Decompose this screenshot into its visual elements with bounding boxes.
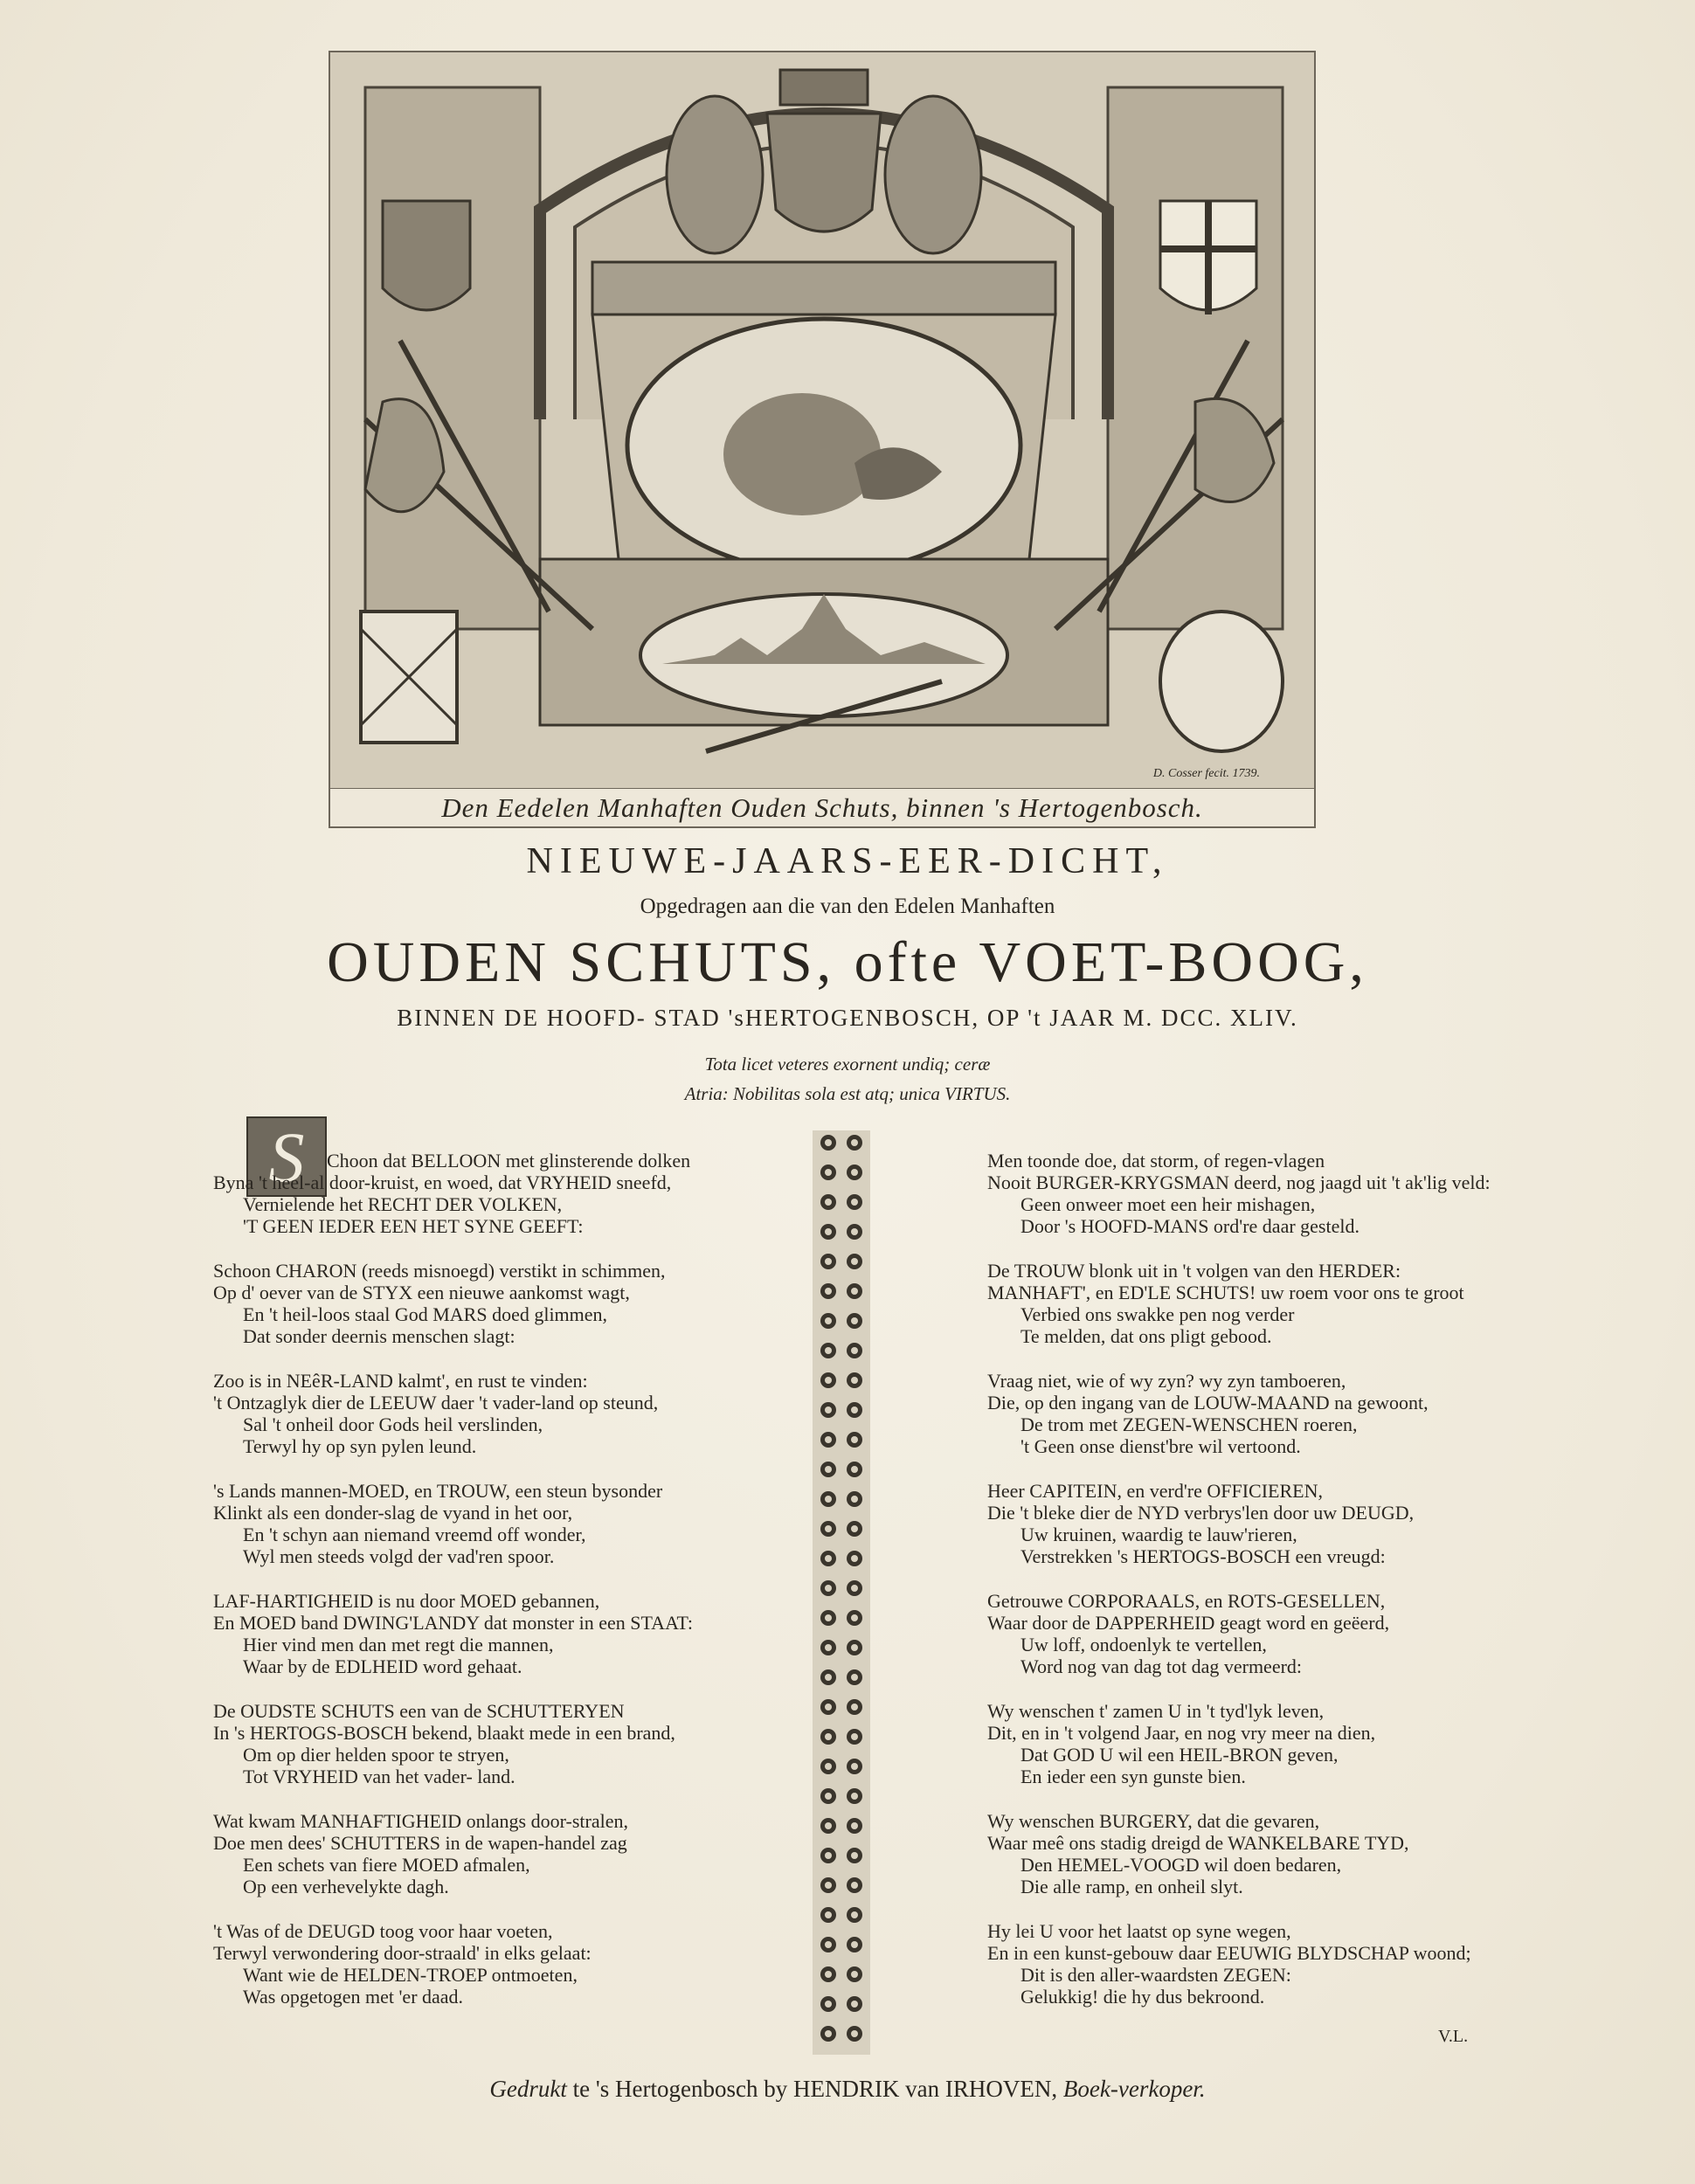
ornament-rosette-center xyxy=(825,1911,832,1918)
verse-line: Wyl men steeds volgd der vad'ren spoor. xyxy=(243,1545,555,1567)
verse-line: De trom met ZEGEN-WENSCHEN roeren, xyxy=(1020,1413,1358,1435)
verse-line: Op een verhevelykte dagh. xyxy=(243,1876,449,1897)
verse-line: Den HEMEL-VOOGD wil doen bedaren, xyxy=(1020,1854,1342,1876)
ornament-rosette-center xyxy=(825,1377,832,1384)
ornament-rosette-center xyxy=(851,1436,858,1443)
verse-line: Die 't bleke dier de NYD verbrys'len door uw DEUGD, xyxy=(987,1502,1415,1524)
ornament-rosette-center xyxy=(825,1228,832,1235)
verse-line: Vernielende het RECHT DER VOLKEN, xyxy=(243,1193,563,1215)
verse-line: Verstrekken 's HERTOGS-BOSCH een vreugd: xyxy=(1020,1545,1386,1567)
stanza xyxy=(213,1260,702,1347)
ornament-rosette-center xyxy=(851,1169,858,1176)
ornament-rosette-center xyxy=(851,1882,858,1889)
ornament-rosette-center xyxy=(851,1555,858,1562)
verse-line: En MOED band DWING'LANDY dat monster in een STAAT: xyxy=(213,1612,693,1634)
dedication-line: Opgedragen aan die van den Edelen Manhaften xyxy=(640,895,1055,918)
verse-line: Byna 't heel-al door-kruist, en woed, dat VRYHEID sneefd, xyxy=(213,1171,672,1193)
ornament-rosette-center xyxy=(851,1704,858,1711)
ornament-rosette-center xyxy=(851,1139,858,1146)
ornament-rosette-center xyxy=(825,1793,832,1800)
ornament-rosette-center xyxy=(825,1585,832,1592)
verse-line: Dit, en in 't volgend Jaar, en nog vry meer na dien, xyxy=(987,1722,1376,1744)
ornament-rosette-center xyxy=(851,2030,858,2037)
verse-line: En 't schyn aan niemand vreemd off wonder, xyxy=(243,1524,586,1545)
ornament-rosette-center xyxy=(825,1169,832,1176)
verse-line: Men toonde doe, dat storm, of regen-vlagen xyxy=(987,1150,1325,1171)
author-initials: V.L. xyxy=(1438,2027,1469,2046)
ornament-rosette-center xyxy=(825,1674,832,1681)
ornament-rosette-center xyxy=(851,1347,858,1354)
verse-line: Uw kruinen, waardig te lauw'rieren, xyxy=(1020,1524,1297,1545)
society-name: OUDEN SCHUTS, ofte VOET-BOOG, xyxy=(327,930,1368,994)
ornament-rosette-center xyxy=(851,1822,858,1829)
verse-line: Om op dier helden spoor te stryen, xyxy=(243,1744,509,1766)
stanza xyxy=(213,1150,702,1237)
verse-line: Nooit BURGER-KRYGSMAN deerd, nog jaagd uit 't ak'lig veld: xyxy=(987,1171,1491,1193)
ornament-rosette-center xyxy=(825,1466,832,1473)
verse-line: Wy wenschen BURGERY, dat die gevaren, xyxy=(987,1810,1320,1832)
verse-line: Wy wenschen t' zamen U in 't tyd'lyk leven, xyxy=(987,1700,1325,1722)
verse-line: LAF-HARTIGHEID is nu door MOED gebannen, xyxy=(213,1590,600,1612)
stanza xyxy=(213,1480,702,1567)
motto-line-1: Tota licet veteres exornent undiq; ceræ xyxy=(704,1054,991,1075)
verse-line: En in een kunst-gebouw daar EEUWIG BLYDSCHAP woond; xyxy=(987,1942,1471,1964)
verse-line: Hier vind men dan met regt die mannen, xyxy=(243,1634,554,1655)
ornament-rosette-center xyxy=(825,1941,832,1948)
ornament-rosette-center xyxy=(851,1911,858,1918)
ornament-rosette-center xyxy=(851,1288,858,1295)
ornament-rosette-center xyxy=(851,1228,858,1235)
verse-line: Klinkt als een donder-slag de vyand in het oor, xyxy=(213,1502,573,1524)
stanza xyxy=(947,1480,1436,1567)
verse-line: Waar meê ons stadig dreigd de WANKELBARE TYD, xyxy=(987,1832,1409,1854)
verse-line: Heer CAPITEIN, en verd're OFFICIEREN, xyxy=(987,1480,1323,1502)
verse-line: 's Lands mannen-MOED, en TROUW, een steun bysonder xyxy=(213,1480,663,1502)
poem-title: NIEUWE-JAARS-EER-DICHT, xyxy=(526,841,1169,881)
ornament-rosette-center xyxy=(825,1852,832,1859)
ornament-rosette-center xyxy=(851,1941,858,1948)
ornament-rosette-center xyxy=(851,1199,858,1206)
stanza xyxy=(947,1260,1464,1347)
ornament-rosette-center xyxy=(851,1466,858,1473)
verse-line: En ieder een syn gunste bien. xyxy=(1020,1766,1246,1787)
verse-line: Doe men dees' SCHUTTERS in de wapen-handel zag xyxy=(213,1832,627,1854)
stanza xyxy=(213,1700,702,1787)
ornament-rosette-center xyxy=(825,1614,832,1621)
verse-line: Terwyl hy op syn pylen leund. xyxy=(243,1435,477,1457)
ornament-rosette-center xyxy=(825,1644,832,1651)
verse-line: Dat sonder deernis menschen slagt: xyxy=(243,1325,515,1347)
ornament-rosette-center xyxy=(825,2001,832,2008)
verse-line: Vraag niet, wie of wy zyn? wy zyn tamboeren, xyxy=(987,1370,1346,1392)
ornament-rosette-center xyxy=(825,1822,832,1829)
ornament-rosette-center xyxy=(825,1882,832,1889)
verse-line: En 't heil-loos staal God MARS doed glimmen, xyxy=(243,1303,608,1325)
ornament-rosette-center xyxy=(825,1496,832,1503)
ornament-rosette-center xyxy=(825,1763,832,1770)
ornament-rosette-center xyxy=(825,1733,832,1740)
verse-line: Die, op den ingang van de LOUW-MAAND na gewoont, xyxy=(987,1392,1429,1413)
plate-caption: Den Eedelen Manhaften Ouden Schuts, binnen 's Hertogenbosch. xyxy=(330,788,1314,826)
ornament-rosette-center xyxy=(851,1733,858,1740)
verse-line: Te melden, dat ons pligt gebood. xyxy=(1020,1325,1272,1347)
ornament-rosette-center xyxy=(825,1525,832,1532)
ornament-rosette-center xyxy=(851,1496,858,1503)
verse-line: Geen onweer moet een heir mishagen, xyxy=(1020,1193,1316,1215)
ornament-rosette-center xyxy=(851,2001,858,2008)
drop-cap: S xyxy=(246,1116,327,1197)
verse-line: Wat kwam MANHAFTIGHEID onlangs door-stralen, xyxy=(213,1810,628,1832)
verse-line: Verbied ons swakke pen nog verder xyxy=(1020,1303,1295,1325)
stanza xyxy=(947,1150,1491,1237)
ornament-divider xyxy=(809,1130,874,2055)
verse-line: Choon dat BELLOON met glinsterende dolken xyxy=(327,1150,691,1171)
ornament-rosette-center xyxy=(851,1644,858,1651)
motto-line-2: Atria: Nobilitas sola est atq; unica VIRTUS. xyxy=(684,1083,1011,1104)
imprint-prefix: Gedrukt xyxy=(489,2076,567,2102)
verse-line: Was opgetogen met 'er daad. xyxy=(243,1986,464,2008)
ornament-rosette-center xyxy=(851,1793,858,1800)
verse-line: Word nog van dag tot dag vermeerd: xyxy=(1020,1655,1303,1677)
ornament-rosette-center xyxy=(851,1674,858,1681)
ornament-rosette-center xyxy=(851,1585,858,1592)
verse-line: Waar door de DAPPERHEID geagt word en geëerd, xyxy=(987,1612,1390,1634)
verse-line: 't Geen onse dienst'bre wil vertoond. xyxy=(1020,1435,1301,1457)
verse-line: Dit is den aller-waardsten ZEGEN: xyxy=(1020,1964,1291,1986)
ornament-rosette-center xyxy=(825,1555,832,1562)
verse-line: Uw loff, ondoenlyk te vertellen, xyxy=(1020,1634,1267,1655)
stanza xyxy=(947,1590,1436,1677)
poem-right-column xyxy=(947,1150,1491,2030)
stanza xyxy=(947,1370,1436,1457)
ornament-rosette-center xyxy=(851,1406,858,1413)
verse-line: MANHAFT', en ED'LE SCHUTS! uw roem voor ons te groot xyxy=(987,1282,1464,1303)
verse-line: 't Was of de DEUGD toog voor haar voeten, xyxy=(213,1920,553,1942)
poem-left-column xyxy=(213,1150,702,2030)
stanza xyxy=(947,1700,1436,1787)
ornament-rosette-center xyxy=(851,1317,858,1324)
verse-line: Gelukkig! die hy dus bekroond. xyxy=(1020,1986,1265,2008)
ornament-rosette-center xyxy=(851,1258,858,1265)
imprint-suffix: Boek-verkoper. xyxy=(1062,2076,1206,2102)
stanza xyxy=(213,1810,702,1897)
verse-line: Dat GOD U wil een HEIL-BRON geven, xyxy=(1020,1744,1339,1766)
ornament-rosette-center xyxy=(851,1525,858,1532)
engraving-illustration xyxy=(330,52,1316,791)
ornament-rosette-center xyxy=(825,2030,832,2037)
verse-line: Zoo is in NEêR-LAND kalmt', en rust te vinden: xyxy=(213,1370,588,1392)
ornament-rosette-center xyxy=(825,1347,832,1354)
ornament-rosette-center xyxy=(851,1763,858,1770)
verse-line: De OUDSTE SCHUTS een van de SCHUTTERYEN xyxy=(213,1700,625,1722)
verse-line: Sal 't onheil door Gods heil verslinden, xyxy=(243,1413,543,1435)
verse-line: Tot VRYHEID van het vader- land. xyxy=(243,1766,515,1787)
ornament-rosette-center xyxy=(851,1852,858,1859)
verse-line: Getrouwe CORPORAALS, en ROTS-GESELLEN, xyxy=(987,1590,1386,1612)
ornament-rosette-center xyxy=(825,1288,832,1295)
imprint-printer: te 's Hertogenbosch by HENDRIK van IRHOVEN, xyxy=(566,2076,1063,2102)
ornament-rosette-center xyxy=(825,1199,832,1206)
ornament-rosette-center xyxy=(825,1406,832,1413)
verse-line: De TROUW blonk uit in 't volgen van den HERDER: xyxy=(987,1260,1401,1282)
verse-line: In 's HERTOGS-BOSCH bekend, blaakt mede in een brand, xyxy=(213,1722,675,1744)
stanza xyxy=(213,1590,702,1677)
stanza xyxy=(947,1920,1471,2008)
verse-line: Door 's HOOFD-MANS ord're daar gesteld. xyxy=(1020,1215,1359,1237)
printer-imprint xyxy=(0,2076,1695,2103)
ornament-rosette-center xyxy=(825,1436,832,1443)
ornament-rosette-center xyxy=(851,1377,858,1384)
verse-line: 'T GEEN IEDER EEN HET SYNE GEEFT: xyxy=(243,1215,584,1237)
verse-line: Want wie de HELDEN-TROEP ontmoeten, xyxy=(243,1964,578,1986)
ornament-rosette-center xyxy=(825,1139,832,1146)
ornament-rosette-center xyxy=(825,1317,832,1324)
engraver-signature: D. Cosser fecit. 1739. xyxy=(1152,767,1260,780)
verse-line: Waar by de EDLHEID word gehaat. xyxy=(243,1655,522,1677)
verse-line: Terwyl verwondering door-straald' in elks gelaat: xyxy=(213,1942,592,1964)
stanza xyxy=(947,1810,1436,1897)
ornament-rosette-center xyxy=(825,1258,832,1265)
verse-line: Schoon CHARON (reeds misnoegd) verstikt in schimmen, xyxy=(213,1260,666,1282)
ornament-rosette-center xyxy=(825,1971,832,1978)
engraving-plate xyxy=(329,51,1316,828)
stanza xyxy=(213,1920,702,2008)
verse-line: Een schets van fiere MOED afmalen, xyxy=(243,1854,530,1876)
ornament-rosette-center xyxy=(851,1614,858,1621)
verse-line: Hy lei U voor het laatst op syne wegen, xyxy=(987,1920,1291,1942)
ornament-rosette-center xyxy=(825,1704,832,1711)
place-and-year: BINNEN DE HOOFD- STAD 'sHERTOGENBOSCH, OP 't JAAR M. DCC. XLIV. xyxy=(397,1005,1298,1031)
stanza xyxy=(213,1370,702,1457)
verse-line: Op d' oever van de STYX een nieuwe aankomst wagt, xyxy=(213,1282,630,1303)
verse-line: Die alle ramp, en onheil slyt. xyxy=(1020,1876,1243,1897)
verse-line: 't Ontzaglyk dier de LEEUW daer 't vader-land op steund, xyxy=(213,1392,659,1413)
ornament-rosette-center xyxy=(851,1971,858,1978)
